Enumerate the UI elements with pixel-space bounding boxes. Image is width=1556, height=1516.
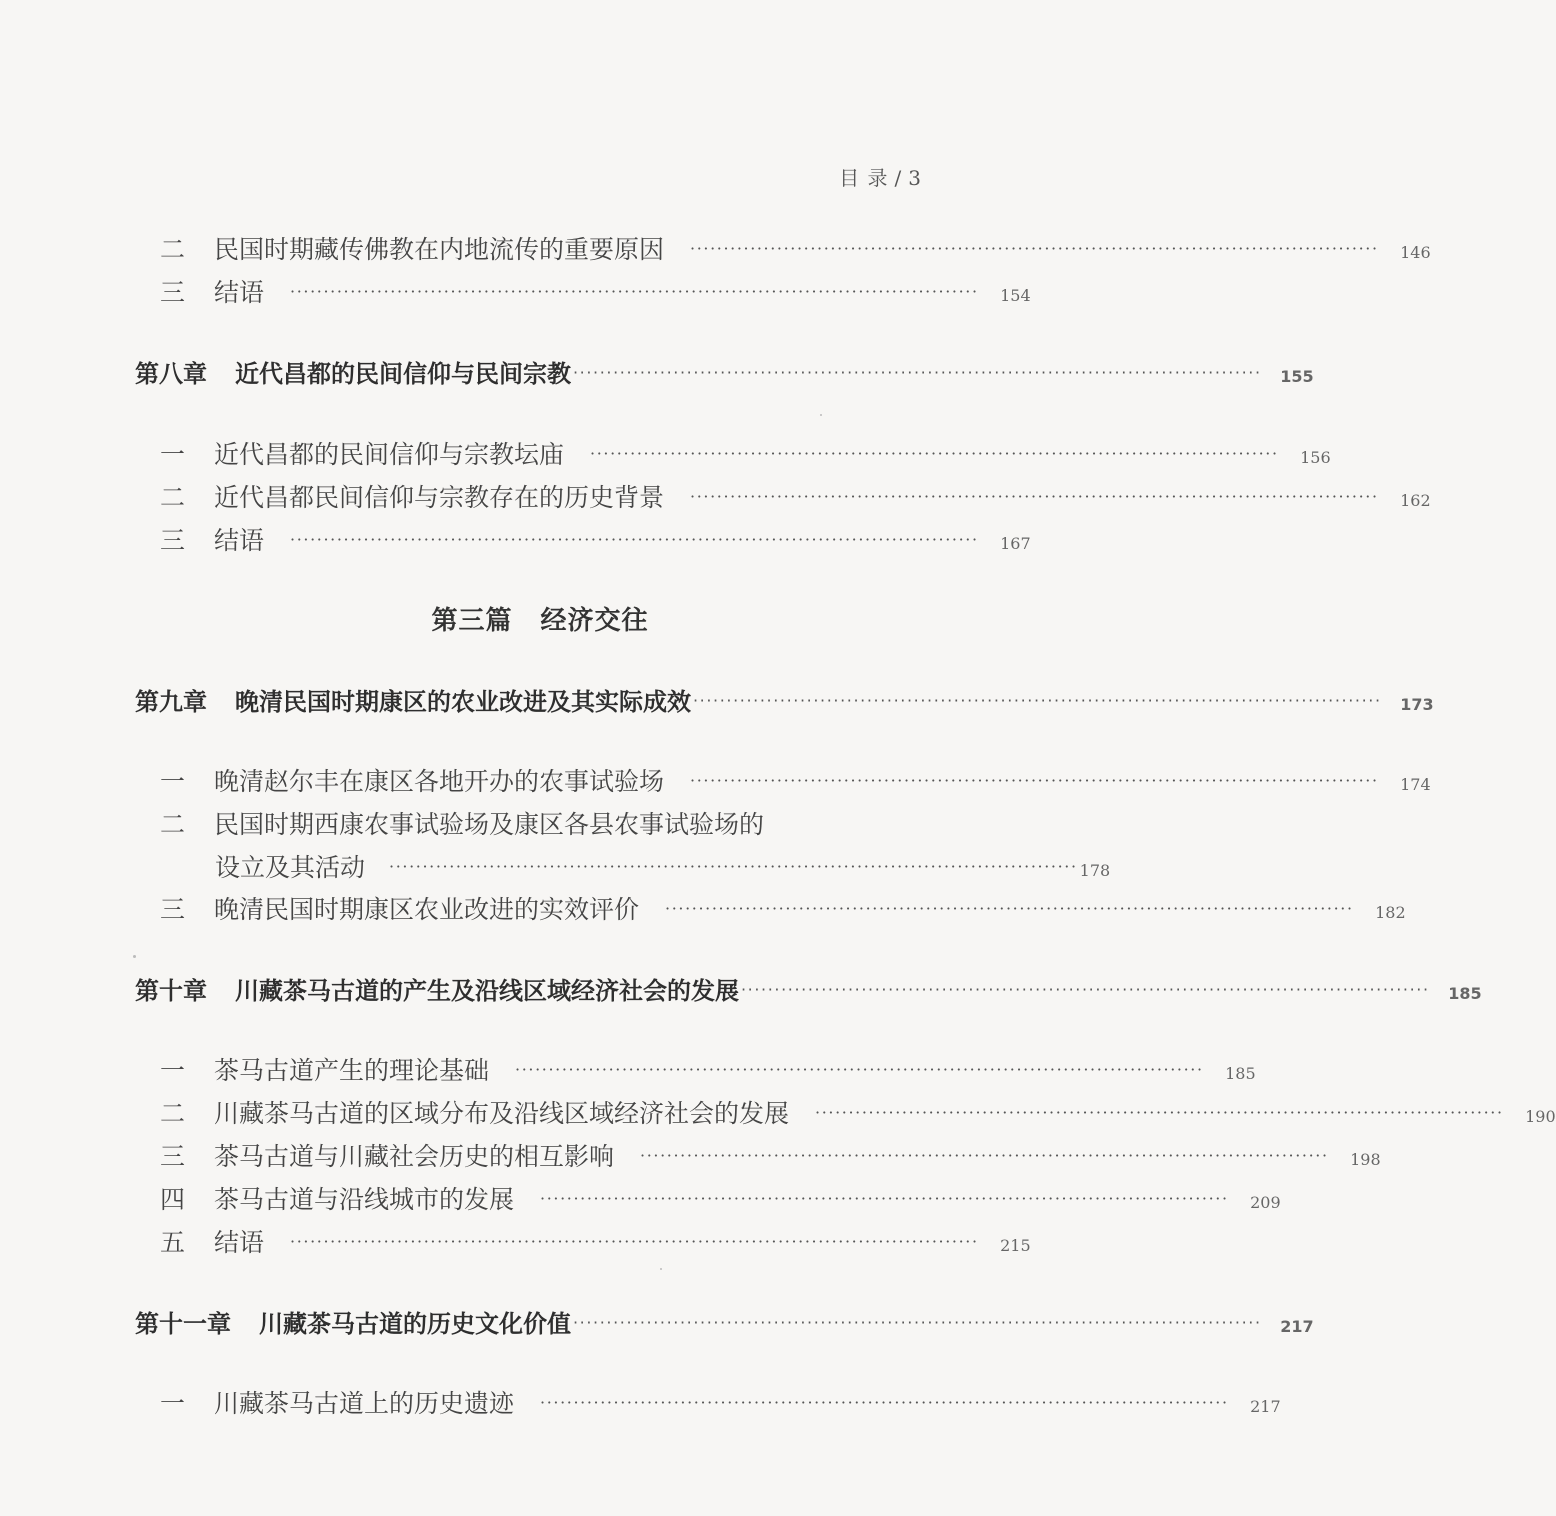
section-number: 一 [160, 440, 186, 469]
dot-leader: ······································································································· [290, 1232, 979, 1251]
page-number: 185 [1448, 984, 1482, 1003]
section-number: 一 [160, 1056, 186, 1085]
scan-speck [820, 414, 822, 416]
section-number: 二 [160, 810, 186, 839]
toc-section-entry[interactable] [160, 1384, 1281, 1420]
section-number: 三 [160, 895, 186, 924]
dot-leader: ······································································································· [690, 771, 1379, 790]
toc-section-entry[interactable] [160, 805, 925, 841]
page-number: 174 [1400, 775, 1431, 794]
section-title: 结语 [214, 278, 265, 307]
section-number: 三 [160, 278, 186, 307]
section-title: 茶马古道与川藏社会历史的相互影响 [214, 1142, 615, 1171]
toc-section-entry[interactable] [160, 521, 1031, 557]
toc-section-entry[interactable] [160, 478, 1431, 514]
dot-leader: ······································································································· [590, 444, 1279, 463]
part-number: 第三篇 [431, 606, 513, 636]
section-number: 三 [160, 1142, 186, 1171]
section-title: 民国时期西康农事试验场及康区各县农事试验场的 [214, 810, 765, 839]
section-title: 茶马古道产生的理论基础 [214, 1056, 490, 1085]
part-title: 经济交往 [540, 606, 649, 636]
part-heading[interactable] [0, 600, 1080, 637]
toc-section-entry[interactable] [160, 1051, 1256, 1087]
dot-leader: ······································································································· [290, 530, 979, 549]
page-number: 215 [1000, 1236, 1031, 1255]
section-number: 二 [160, 483, 186, 512]
chapter-number: 第十章 [135, 977, 207, 1005]
running-head [839, 162, 922, 191]
page-number: 146 [1400, 243, 1431, 262]
section-title: 近代昌都的民间信仰与宗教坛庙 [214, 440, 565, 469]
toc-chapter-entry[interactable] [135, 354, 1314, 389]
page-number: 154 [1000, 286, 1031, 305]
dot-leader: ······································································································· [389, 857, 1078, 876]
chapter-number: 第十一章 [135, 1310, 231, 1338]
section-title-continued: 设立及其活动 [215, 853, 366, 882]
dot-leader: ······································································································· [290, 282, 979, 301]
page-number: 190 [1525, 1107, 1556, 1126]
dot-leader: ······································································································· [573, 363, 1262, 382]
section-number: 三 [160, 526, 186, 555]
toc-section-entry[interactable] [160, 1223, 1031, 1259]
page-number: 198 [1350, 1150, 1381, 1169]
section-title: 茶马古道与沿线城市的发展 [214, 1185, 515, 1214]
toc-chapter-entry[interactable] [135, 682, 1434, 717]
dot-leader: ······································································································· [815, 1103, 1504, 1122]
toc-chapter-entry[interactable] [135, 971, 1482, 1006]
toc-section-entry[interactable] [160, 1137, 1381, 1173]
section-title: 晚清赵尔丰在康区各地开办的农事试验场 [214, 767, 665, 796]
dot-leader: ······································································································· [693, 691, 1382, 710]
dot-leader: ······································································································· [741, 980, 1430, 999]
chapter-title: 川藏茶马古道的产生及沿线区域经济社会的发展 [235, 977, 739, 1005]
chapter-title: 近代昌都的民间信仰与民间宗教 [235, 360, 571, 388]
toc-section-entry[interactable] [160, 1094, 1556, 1130]
chapter-title: 川藏茶马古道的历史文化价值 [259, 1310, 571, 1338]
running-head-page: 3 [908, 166, 922, 190]
page-number: 173 [1400, 695, 1434, 714]
toc-section-entry[interactable] [160, 762, 1431, 798]
section-title: 川藏茶马古道上的历史遗迹 [214, 1389, 515, 1418]
toc-chapter-entry[interactable] [135, 1304, 1314, 1339]
toc-section-entry[interactable] [160, 273, 1031, 309]
section-title: 晚清民国时期康区农业改进的实效评价 [214, 895, 640, 924]
running-head-label: 目 录 [839, 166, 889, 190]
section-number: 二 [160, 1099, 186, 1128]
section-number: 四 [160, 1185, 186, 1214]
page-number: 209 [1250, 1193, 1281, 1212]
toc-section-entry[interactable] [160, 1180, 1281, 1216]
chapter-number: 第八章 [135, 360, 207, 388]
section-number: 一 [160, 767, 186, 796]
chapter-title: 晚清民国时期康区的农业改进及其实际成效 [235, 688, 691, 716]
dot-leader: ······································································································· [690, 239, 1379, 258]
page-number: 217 [1250, 1397, 1281, 1416]
page-number: 156 [1300, 448, 1331, 467]
dot-leader: ······································································································· [540, 1393, 1229, 1412]
dot-leader: ······································································································· [515, 1060, 1204, 1079]
section-title: 结语 [214, 526, 265, 555]
page-number: 185 [1225, 1064, 1256, 1083]
toc-section-entry[interactable] [160, 230, 1431, 266]
dot-leader: ······································································································· [640, 1146, 1329, 1165]
page-number: 162 [1400, 491, 1431, 510]
section-number: 五 [160, 1228, 186, 1257]
page-number: 167 [1000, 534, 1031, 553]
page-number: 178 [1079, 861, 1111, 880]
section-number: 一 [160, 1389, 186, 1418]
page-number: 217 [1280, 1317, 1314, 1336]
section-title: 民国时期藏传佛教在内地流传的重要原因 [214, 235, 665, 264]
dot-leader: ······································································································· [690, 487, 1379, 506]
toc-section-entry[interactable] [160, 890, 1406, 926]
section-title: 近代昌都民间信仰与宗教存在的历史背景 [214, 483, 665, 512]
running-head-separator: / [894, 166, 903, 190]
scan-speck [133, 955, 136, 958]
section-number: 二 [160, 235, 186, 264]
page-number: 182 [1375, 903, 1406, 922]
chapter-number: 第九章 [135, 688, 207, 716]
dot-leader: ······································································································· [540, 1189, 1229, 1208]
dot-leader: ······································································································· [665, 899, 1354, 918]
page-number: 155 [1280, 367, 1314, 386]
section-title: 川藏茶马古道的区域分布及沿线区域经济社会的发展 [214, 1099, 790, 1128]
section-title: 结语 [214, 1228, 265, 1257]
dot-leader: ······································································································· [573, 1313, 1262, 1332]
scan-speck [660, 1268, 662, 1270]
toc-section-entry[interactable] [160, 435, 1331, 471]
toc-section-continuation[interactable] [215, 848, 1111, 884]
